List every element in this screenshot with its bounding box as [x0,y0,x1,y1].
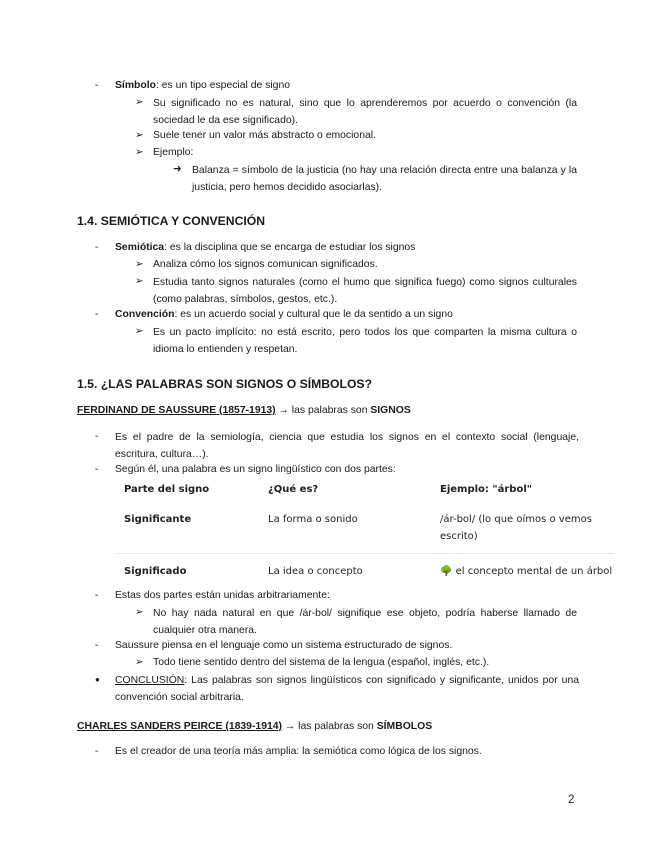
sub-arrow-marker: ➜ [173,164,182,175]
saussure-para-3: Estas dos partes están unidas arbitrariamente: [115,590,330,601]
semiotica-term: Semiótica [115,242,165,253]
section-title-1-5: 1.5. ¿LAS PALABRAS SON SIGNOS O SÍMBOLOS? [77,377,373,391]
saussure-para-2: Según él, una palabra es un signo lingüístico con dos partes: [115,464,396,475]
arrow-marker: ➢ [135,130,144,141]
table-cell-idea: La idea o concepto [268,566,363,577]
page-number: 2 [568,794,575,806]
table-cell-arbol-sonido: /ár-bol/ (lo que oímos o vemos escrito) [440,514,592,542]
saussure-name: FERDINAND DE SAUSSURE (1857-1913) [77,405,276,416]
saussure-para-4-bullet: Todo tiene sentido dentro del sistema de la lengua (español, inglés, etc.). [153,657,490,668]
saussure-conclusion [115,673,579,706]
table-cell-significante: Significante [124,514,192,525]
peirce-mid: → las palabras son [282,721,377,732]
bullet-marker: ● [95,675,100,684]
simbolo-term: Símbolo [115,80,156,91]
dash-marker: - [95,746,99,757]
arrow-marker: ➢ [135,607,144,618]
semiotica-bullet-1: Analiza cómo los signos comunican significados. [153,259,378,270]
table-header-1: Parte del signo [124,484,210,495]
simbolo-rest: : es un tipo especial de signo [155,80,290,91]
table-cell-concepto [440,563,612,580]
saussure-para-1: Es el padre de la semiología, ciencia que estudia los signos en el contexto social (lenguaje, escritura, cultura…). [115,432,579,460]
table-header-2: ¿Qué es? [268,484,319,495]
dash-marker: - [95,431,99,442]
simbolo-definition [115,79,290,92]
saussure-keyword: SIGNOS [370,405,411,416]
section-title-1-4: 1.4. SEMIÓTICA Y CONVENCIÓN [77,214,266,228]
semiotica-rest: : es la disciplina que se encarga de estudiar los signos [164,242,416,253]
arrow-marker: ➢ [135,276,144,287]
simbolo-example: Balanza = símbolo de la justicia (no hay una relación directa entre una balanza y la justicia, pero hemos decidido asociarlas). [192,165,577,193]
arrow-marker: ➢ [135,147,144,158]
table-cell-concepto-text: el concepto mental de un árbol [455,566,613,577]
dash-marker: - [95,80,99,91]
simbolo-bullet-1: Su significado no es natural, sino que lo aprenderemos por acuerdo o convención (la sociedad le da ese significado). [153,98,577,126]
peirce-para-1: Es el creador de una teoría más amplia: la semiótica como lógica de los signos. [115,746,482,757]
saussure-para-3-bullet: No hay nada natural en que /ár-bol/ signifique ese objeto, podría haberse llamado de cualquier otra manera. [153,608,577,636]
dash-marker: - [95,640,99,651]
table-cell-forma: La forma o sonido [268,514,358,525]
arrow-marker: ➢ [135,657,144,668]
arrow-marker: ➢ [135,97,144,108]
semiotica-definition [115,241,415,254]
peirce-keyword: SÍMBOLOS [376,721,433,732]
semiotica-bullet-2: Estudia tanto signos naturales (como el humo que significa fuego) como signos culturales (como palabras, símbolos, gestos, etc.). [153,277,577,305]
dash-marker: - [95,309,99,320]
saussure-mid: → las palabras son [275,405,371,416]
arrow-marker: ➢ [135,326,144,337]
peirce-heading [77,720,432,733]
convencion-term: Convención [115,309,175,320]
saussure-heading [77,404,411,417]
convencion-rest: : es un acuerdo social y cultural que le da sentido a un signo [174,309,453,320]
dash-marker: - [95,242,99,253]
table-cell-significado: Significado [124,566,187,577]
table-header-3: Ejemplo: "árbol" [440,484,532,495]
convencion-bullet-1: Es un pacto implícito: no está escrito, pero todos los que comparten la misma cultura o idioma lo entienden y respetan. [153,327,577,355]
simbolo-bullet-3: Ejemplo: [153,147,194,158]
arrow-marker: ➢ [135,259,144,270]
convencion-definition [115,308,453,321]
dash-marker: - [95,464,99,475]
conclusion-text: : Las palabras son signos lingüísticos con significado y significante, unidos por una convención social arbitraria. [115,675,579,703]
conclusion-label: CONCLUSIÓN [115,675,185,686]
peirce-name: CHARLES SANDERS PEIRCE (1839-1914) [77,721,282,732]
table-row-divider [117,553,614,554]
dash-marker: - [95,590,99,601]
simbolo-bullet-2: Suele tener un valor más abstracto o emocional. [153,130,376,141]
tree-icon: 🌳 [440,566,453,577]
saussure-para-4: Saussure piensa en el lenguaje como un sistema estructurado de signos. [115,640,453,651]
